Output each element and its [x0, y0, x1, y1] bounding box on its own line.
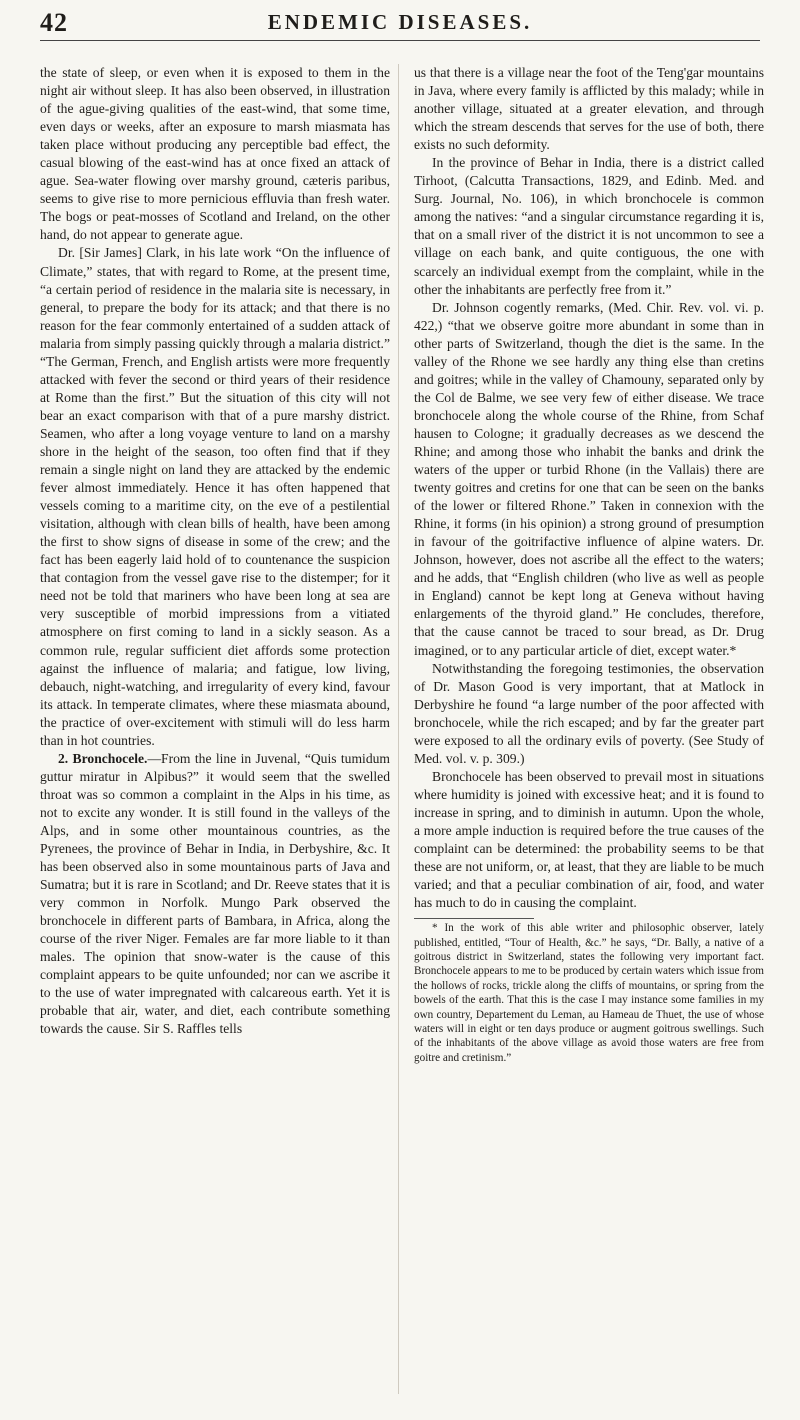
footnote: * In the work of this able writer and philosophic observer, lately published, entitled, “Tour of Health, &c.” he says, “Dr. Bally, a native of a goitrous district in Switzerland, states the following very important fact. Bronchocele appears to me to be produced by certain waters which issue from the hollows of rocks, trickle along the cliffs of mountains, or spring from the bowels of the earth. That this is the case I may instance some families in my own country, Departement du Leman, au Hameau de Thuet, the use of whose waters will in eight or ten days produce or augment goitrous swellings. Such of the inhabitants of the above village as avoid those waters are free from goitre and cretinism.”: [414, 922, 764, 1064]
page-number: 42: [40, 8, 68, 37]
right-paragraph-5: Bronchocele has been observed to prevail most in situations where humidity is joined with excessive heat; and it is found to increase in spring, and to diminish in autumn. Upon the whole, a more ample induction is required before the true causes of the complaint can be determined: the probability seems to be that these are not uniform, or, at least, that they are liable to be much varied; and that a peculiar combination of air, food, and water has much to do in causing the complaint.: [414, 768, 764, 911]
left-paragraph-2: Dr. [Sir James] Clark, in his late work “On the influence of Climate,” states, that with regard to Rome, at the present time, “a certain period of residence in the malaria site is necessary, in general, to prepare the body for its attack; and that there is no reason for the fear commonly entertained of a sudden attack of malaria from simply passing quickly through a malaria district.” “The German, French, and English artists were more frequently attacked with fever the second or third years of their residence at Rome than the first.” But the situation of this city will not bear an exact comparison with that of a pure marshy district. Seamen, who after a long voyage venture to land on a marshy shore in the height of the season, too often find that if they remain a single night on land they are attacked by the endemic fever almost immediately. Hence it has often happened that vessels coming to a maritime city, on the eve of a pestilential visitation, although with clean bills of health, have been among the first to show signs of disease in some of the crew; and the fact has been eagerly laid hold of to countenance the suspicion that contagion from the vessel gave rise to the distemper; for it need not be told that mariners who have been long at sea are very susceptible of morbid impressions from a vitiated atmosphere on first coming to land in a sickly season. As a common rule, regular sufficient diet affords some protection against the influence of malaria; and fatigue, low living, debauch, night-watching, and irregularity of every kind, favour its attack. In temperate climates, where these miasmata abound, the practice of over-excitement with stimuli will do less harm than in hot countries.: [40, 245, 390, 748]
footnote-rule: [414, 918, 534, 919]
bronchocele-text: —From the line in Juvenal, “Quis tumidum guttur miratur in Alpibus?” it would seem that the swelled throat was so common a complaint in the Alps in his time, as not to excite any wonder. It is still found in the valleys of the Alps, and in some other mountainous countries, as the Pyrenees, the province of Behar in India, in Derbyshire, &c. It has been observed also in some mountainous parts of Java and Sumatra; but it is rare in Scotland; and Dr. Reeve states that it is very common in Norfolk. Mungo Park observed the bronchocele in different parts of Bambara, in Africa, along the course of the river Niger. Females are far more liable to it than males. The opinion that snow-water is the cause of this complaint appears to be quite unfounded; nor can we ascribe it to the use of water impregnated with calcareous earth. Yet it is probable that air, water, and diet, each contribute something towards the cause. Sir S. Raffles tells: [40, 750, 390, 1037]
right-paragraph-4: Notwithstanding the foregoing testimonies, the observation of Dr. Mason Good is very important, that at Matlock in Derbyshire he found “a large number of the poor affected with bronchocele, while the rich escaped; and by far the greater part were exposed to all the ordinary evils of poverty. (See Study of Med. vol. v. p. 309.): [414, 660, 764, 766]
section-heading-bronchocele: 2. Bronchocele.: [58, 750, 148, 766]
column-divider: [398, 64, 399, 1394]
right-paragraph-2: In the province of Behar in India, there is a district called Tirhoot, (Calcutta Transactions, 1829, and Edinb. Med. and Surg. Journal, No. 106), in which bronchocele is common among the natives: “and a singular circumstance regarding it is, that on a small river of the district it is not uncommon to see a village on each bank, and quite contiguous, the one with scarcely an individual exempt from the complaint, while in the other the inhabitants are perfectly free from it.”: [414, 155, 764, 297]
left-paragraph-1: the state of sleep, or even when it is exposed to them in the night air without sleep. It has also been observed, in illustration of the ague-giving qualities of the east-wind, that some time, even days or weeks, after an exposure to marsh miasmata has taken place without producing any perceptible bad effect, the casual blowing of the east-wind has at once fixed an attack of ague. Sea-water flowing over marshy ground, cæteris paribus, seems to give rise to more pernicious effluvia than fresh water. The bogs or peat-mosses of Scotland and Ireland, on the other hand, do not appear to generate ague.: [40, 65, 390, 243]
right-column: [414, 64, 764, 1065]
running-head: ENDEMIC DISEASES.: [267, 10, 533, 34]
right-paragraph-1: us that there is a village near the foot of the Teng'gar mountains in Java, where every family is afflicted by this malady; while in another village, situated at a greater elevation, and through which the stream descends that serves for the use of both, there exists no such deformity.: [414, 65, 764, 153]
right-paragraph-3: Dr. Johnson cogently remarks, (Med. Chir. Rev. vol. vi. p. 422,) “that we observe goitre more abundant in some than in other parts of Switzerland, though the diet is the same. In the valley of the Rhone we see hardly any thing else than cretins and goitres; while in the valley of Chamouny, separated only by the Col de Balme, we see very few of either disease. We trace bronchocele along the whole course of the Rhine, from Schaf hausen to Cologne; it gradually decreases as we descend the Rhine; and among those who inhabit the banks and drink the waters of the upper or turbid Rhone (in the Vallais) there are twenty goitres and cretins for one that can be seen on the banks of the lower or filtered Rhone.” Taken in connexion with the Rhine, it forms (in his opinion) a strong ground of presumption in favour of the goitrifactive influence of alpine waters. Dr. Johnson, however, does not ascribe all the effect to the waters; and he adds, that “English children (who live as well as people in England) cannot be kept long at Geneva without having enlargements of the thyroid gland.” He concludes, therefore, that the cause cannot be traced to sour bread, as Dr. Drug imagined, or to any particular article of diet, except water.*: [414, 299, 764, 658]
header-rule: [40, 40, 760, 41]
left-paragraph-3: [40, 750, 390, 1039]
left-column: [40, 64, 390, 1039]
page-header: [40, 8, 760, 42]
